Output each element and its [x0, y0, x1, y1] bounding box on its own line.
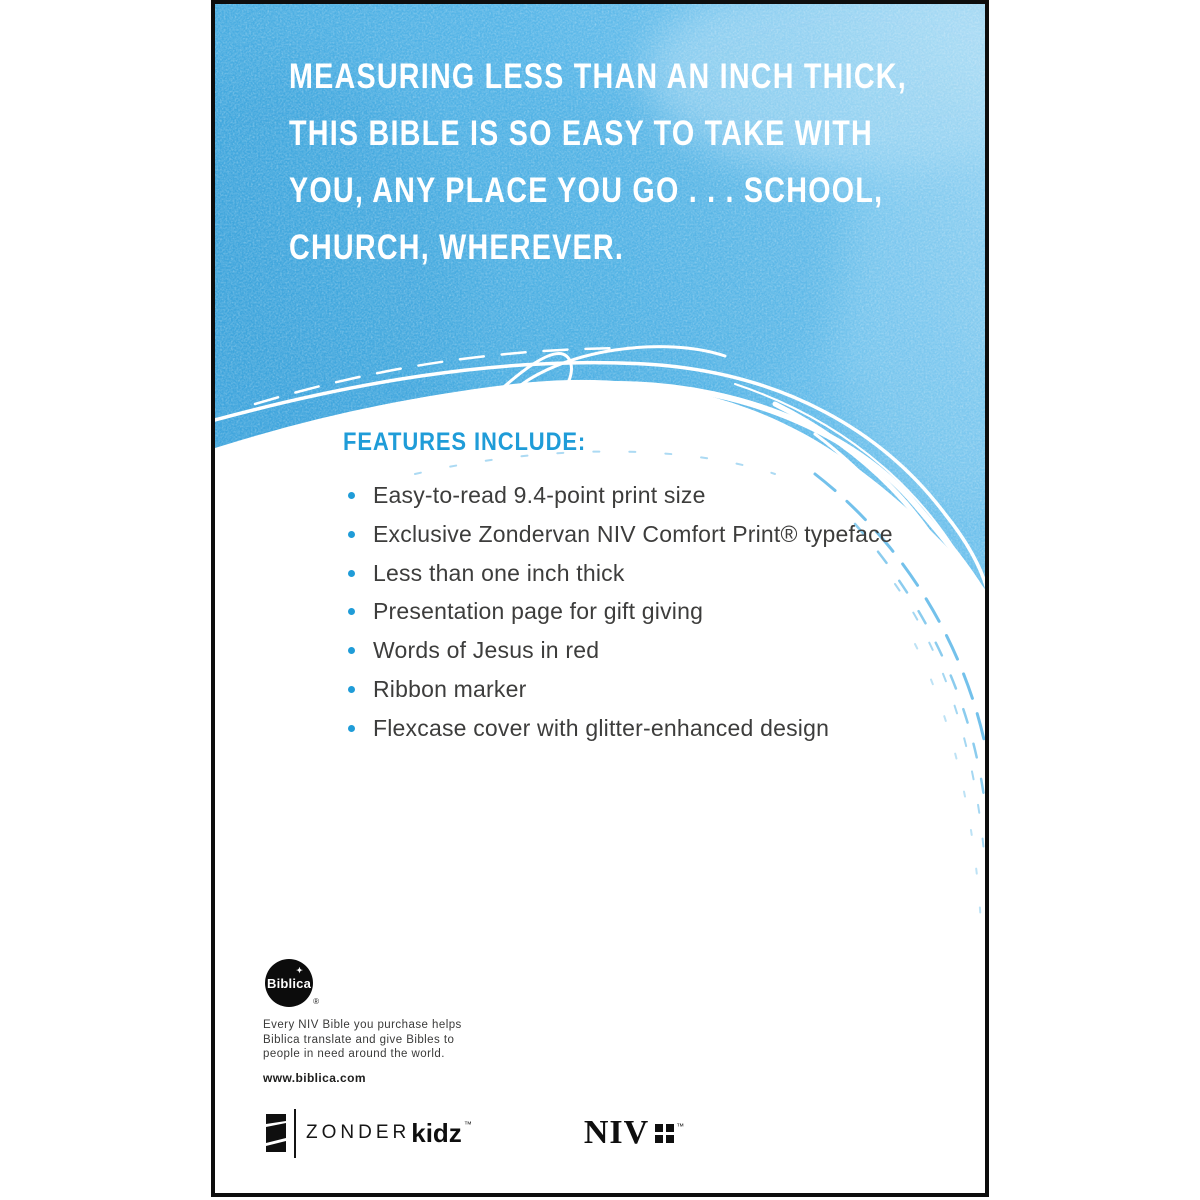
- biblica-blurb: [263, 1018, 643, 1062]
- biblica-logo: [263, 959, 323, 1007]
- feature-item-label: Easy-to-read 9.4-point print size: [373, 482, 706, 508]
- headline-line: YOU, ANY PLACE YOU GO . . . SCHOOL,: [289, 171, 884, 210]
- blurb-line: Biblica translate and give Bibles to: [263, 1033, 455, 1046]
- zonderkidz-logo: [266, 1108, 472, 1158]
- biblica-website: www.biblica.com: [263, 1070, 366, 1085]
- feature-item-label: Presentation page for gift giving: [373, 598, 704, 625]
- blurb-line: Every NIV Bible you purchase helps: [263, 1019, 462, 1031]
- trademark-mark: ™: [463, 1120, 472, 1129]
- feature-item-label: Flexcase cover with glitter-enhanced design: [373, 714, 830, 741]
- biblica-section: [263, 959, 643, 1085]
- features-list: [343, 476, 893, 748]
- features-section: [343, 428, 893, 748]
- niv-cross-icon: [655, 1124, 674, 1143]
- feature-item: [343, 476, 893, 515]
- feature-item: [343, 709, 893, 748]
- logo-divider: [294, 1109, 296, 1158]
- zondervan-icon: [266, 1114, 286, 1152]
- features-heading: FEATURES INCLUDE:: [343, 428, 587, 456]
- feature-item: [343, 631, 893, 670]
- sparkle-icon: ✦: [296, 966, 303, 975]
- feature-item-label: Less than one inch thick: [373, 559, 625, 586]
- niv-logo: [583, 1114, 685, 1151]
- kidz-text: kidz: [411, 1118, 462, 1148]
- feature-item: [343, 592, 893, 631]
- headline-line: CHURCH, WHEREVER.: [289, 228, 625, 267]
- feature-item: [343, 515, 893, 554]
- feature-item-label: Ribbon marker: [373, 675, 527, 702]
- headline-line: MEASURING LESS THAN AN INCH THICK,: [289, 57, 907, 96]
- publisher-logos: [266, 1108, 684, 1158]
- book-back-cover: [211, 0, 989, 1197]
- registered-mark: ®: [313, 997, 319, 1006]
- blurb-line: people in need around the world.: [263, 1048, 445, 1061]
- zonder-text: ZONDER: [306, 1122, 411, 1143]
- niv-text: NIV: [583, 1114, 650, 1151]
- biblica-logo-text: Biblica: [266, 975, 312, 991]
- feature-item: [343, 554, 893, 593]
- feature-item-label: Exclusive Zondervan NIV Comfort Print® typeface: [373, 520, 893, 547]
- trademark-mark: ™: [676, 1122, 685, 1131]
- headline: [289, 48, 907, 276]
- headline-line: THIS BIBLE IS SO EASY TO TAKE WITH: [289, 114, 873, 153]
- feature-item: [343, 670, 893, 709]
- feature-item-label: Words of Jesus in red: [373, 637, 600, 664]
